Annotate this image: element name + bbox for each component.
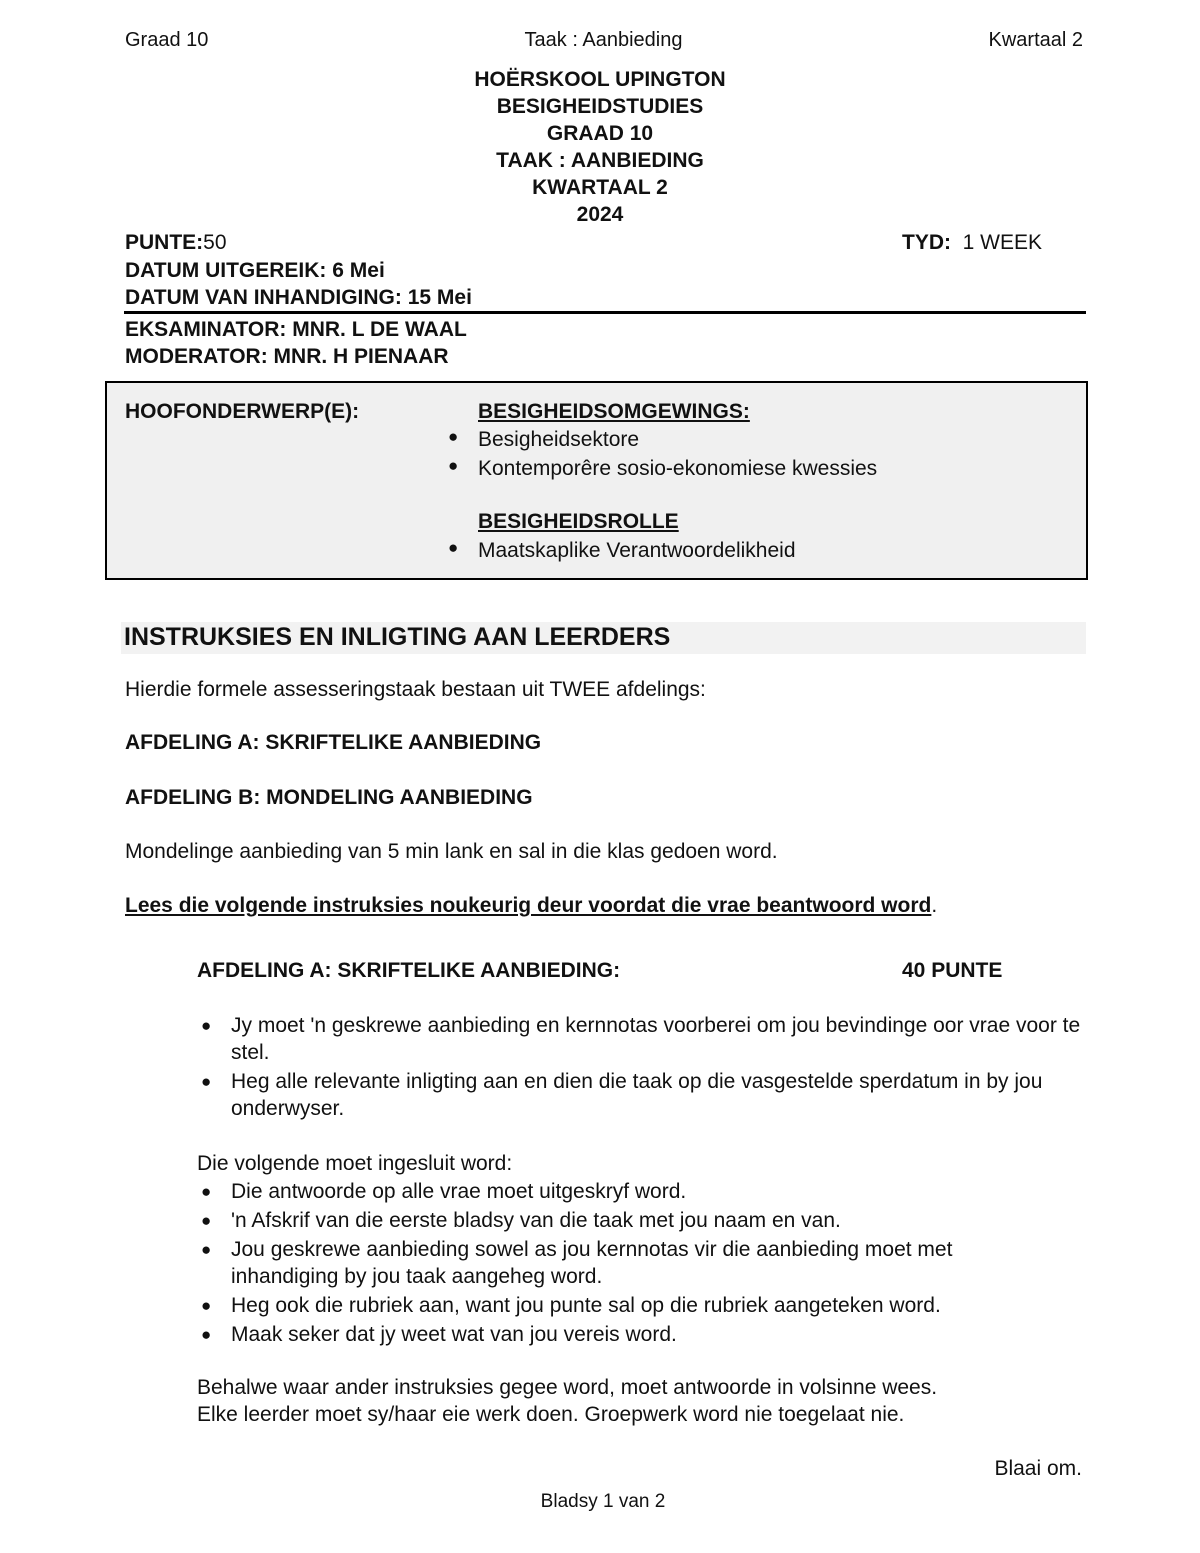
list-item: ● Heg alle relevante inligting aan en dien die taak op die vasgestelde sperdatum in by jou onderwyser. bbox=[201, 1070, 1043, 1120]
topic-list-environments bbox=[444, 426, 1064, 483]
read-note: Lees die volgende instruksies noukeurig deur voordat die vrae beantwoord word. bbox=[125, 894, 938, 917]
bullet-icon: ● bbox=[201, 1325, 212, 1344]
bullet-icon: ● bbox=[201, 1072, 212, 1091]
page-number: Bladsy 1 van 2 bbox=[540, 1491, 666, 1512]
oral-note: Mondelinge aanbieding van 5 min lank en sal in die klas gedoen word. bbox=[125, 840, 778, 863]
bullet-icon: ● bbox=[201, 1016, 212, 1035]
instructions-heading: INSTRUKSIES EN INLIGTING AAN LEERDERS bbox=[124, 623, 671, 651]
topic-group-roles: BESIGHEIDSROLLE bbox=[478, 510, 679, 533]
issue-date: DATUM UITGEREIK: 6 Mei bbox=[125, 259, 385, 282]
list-item: ● Besigheidsektore bbox=[448, 427, 640, 451]
list-item: ● Maatskaplike Verantwoordelikheid bbox=[448, 538, 796, 562]
afdeling-a-marks: 40 PUNTE bbox=[902, 959, 1003, 982]
moderator: MODERATOR: MNR. H PIENAAR bbox=[125, 345, 449, 368]
bullet-icon: ● bbox=[201, 1240, 212, 1259]
turn-page-note: Blaai om. bbox=[994, 1457, 1082, 1480]
instructions-intro: Hierdie formele assesseringstaak bestaan uit TWEE afdelings: bbox=[125, 678, 706, 701]
year-line: 2024 bbox=[576, 203, 624, 226]
list-item: ● Die antwoorde op alle vrae moet uitgeskryf word. bbox=[201, 1180, 687, 1203]
closing-line-1: Behalwe waar ander instruksies gegee word, moet antwoorde in volsinne wees. bbox=[197, 1376, 938, 1399]
school-name: HOËRSKOOL UPINGTON bbox=[474, 68, 726, 91]
afdeling-a-title: AFDELING A: SKRIFTELIKE AANBIEDING: bbox=[197, 959, 621, 982]
due-date: DATUM VAN INHANDIGING: 15 Mei bbox=[125, 286, 472, 309]
section-a-label: AFDELING A: SKRIFTELIKE AANBIEDING bbox=[125, 731, 542, 754]
bullet-icon: ● bbox=[448, 538, 459, 557]
header-term: Kwartaal 2 bbox=[988, 29, 1083, 51]
time-info bbox=[902, 229, 1042, 256]
marks-value: 50 bbox=[203, 231, 227, 254]
marks-label: PUNTE: bbox=[125, 231, 204, 254]
include-list bbox=[197, 1178, 1057, 1348]
subject-name: BESIGHEIDSTUDIES bbox=[496, 95, 704, 118]
task-line: TAAK : AANBIEDING bbox=[496, 149, 704, 172]
bullet-icon: ● bbox=[201, 1296, 212, 1315]
document-title-block bbox=[0, 66, 1200, 228]
list-item: ● Maak seker dat jy weet wat van jou vereis word. bbox=[201, 1323, 677, 1346]
list-item: ● Heg ook die rubriek aan, want jou punte sal op die rubriek aangeteken word. bbox=[201, 1294, 941, 1317]
list-item: ● Jy moet 'n geskrewe aanbieding en kernnotas voorberei om jou bevindinge oor vrae voor te stel. bbox=[201, 1014, 1081, 1064]
header-divider bbox=[124, 311, 1086, 314]
bullet-icon: ● bbox=[448, 456, 459, 476]
section-b-label: AFDELING B: MONDELING AANBIEDING bbox=[125, 786, 533, 809]
bullet-icon: ● bbox=[448, 427, 459, 446]
topics-label: HOOFONDERWERP(E): bbox=[125, 400, 360, 423]
time-label: TYD: bbox=[902, 231, 951, 254]
closing-line-2: Elke leerder moet sy/haar eie werk doen. Groepwerk word nie toegelaat nie. bbox=[197, 1403, 905, 1426]
list-item: ● Kontemporêre sosio-ekonomiese kwessies bbox=[448, 456, 878, 481]
bullet-icon: ● bbox=[201, 1211, 212, 1230]
examiner: EKSAMINATOR: MNR. L DE WAAL bbox=[125, 318, 467, 341]
marks-info bbox=[125, 229, 227, 256]
header-grade: Graad 10 bbox=[125, 29, 209, 51]
time-value: 1 WEEK bbox=[962, 231, 1043, 254]
header-task: Taak : Aanbieding bbox=[524, 29, 683, 51]
include-intro: Die volgende moet ingesluit word: bbox=[197, 1152, 513, 1175]
topic-list-roles bbox=[444, 537, 1064, 564]
list-item: ● Jou geskrewe aanbieding sowel as jou kernnotas vir die aanbieding moet met inhandiging by jou taak aangeheg word. bbox=[201, 1238, 953, 1288]
term-line: KWARTAAL 2 bbox=[532, 176, 668, 199]
list-item: ● 'n Afskrif van die eerste bladsy van die taak met jou naam en van. bbox=[201, 1209, 841, 1232]
grade-line: GRAAD 10 bbox=[546, 122, 654, 145]
afdeling-a-bullets bbox=[197, 1012, 1082, 1122]
bullet-icon: ● bbox=[201, 1182, 212, 1201]
topic-group-environments: BESIGHEIDSOMGEWINGS: bbox=[478, 400, 750, 423]
